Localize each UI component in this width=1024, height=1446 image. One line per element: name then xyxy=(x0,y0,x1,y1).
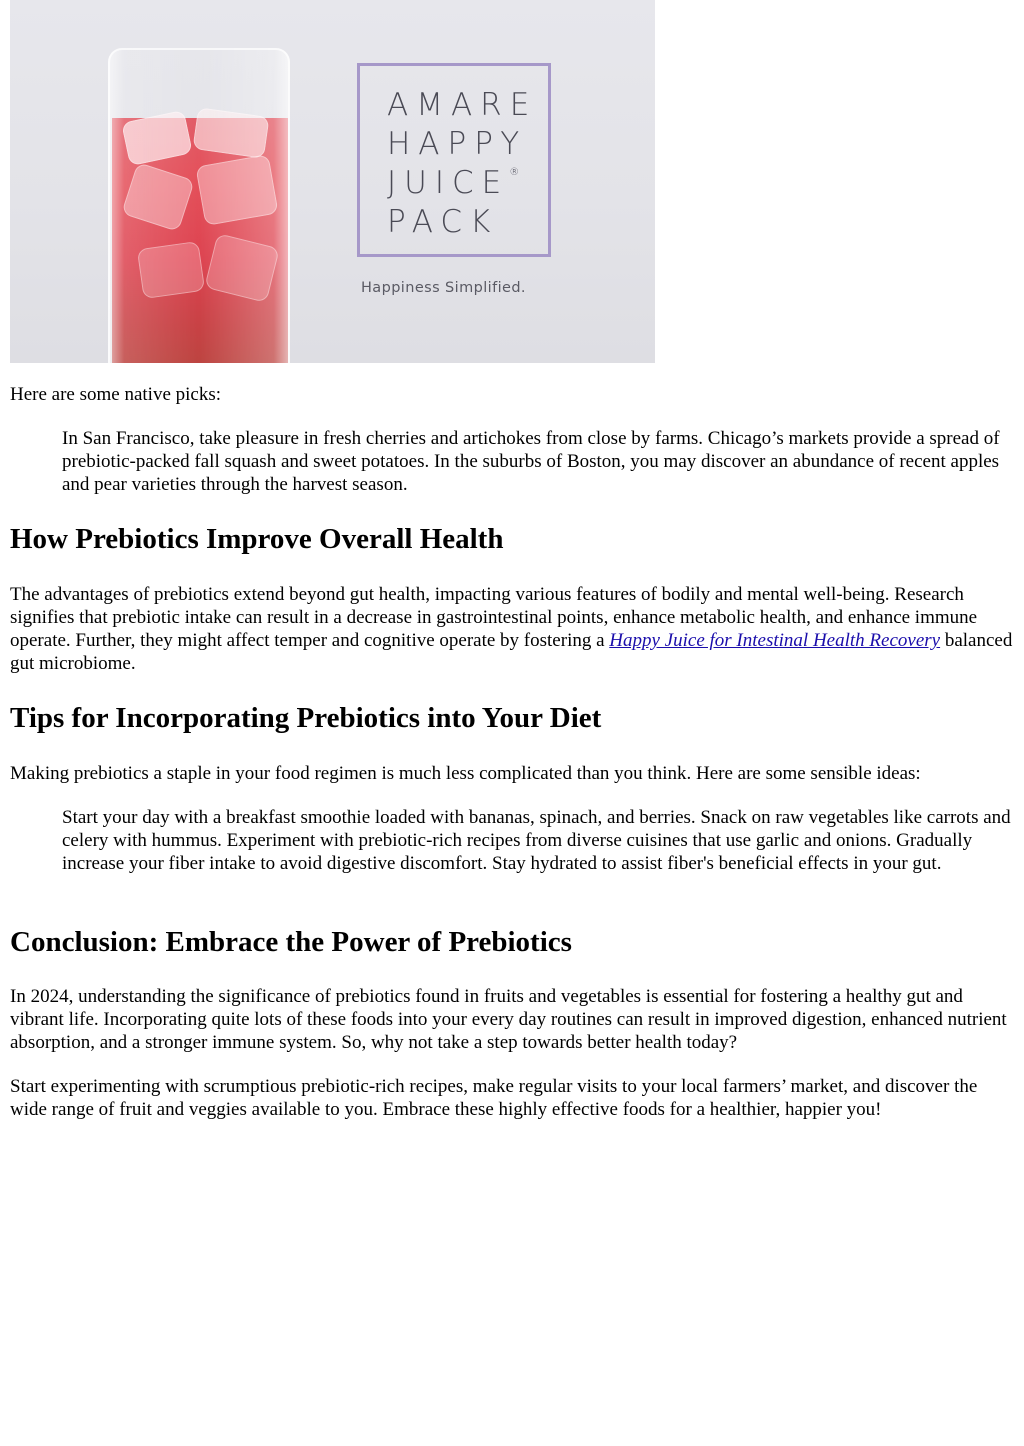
section-heading-health: How Prebiotics Improve Overall Health xyxy=(10,523,504,555)
picks-blockquote: In San Francisco, take pleasure in fresh cherries and artichokes from close by farms. Chicago’s markets provide a spread of prebiotic-packed fall squash and sweet potatoes. In the suburbs of Boston, you may discover an abundance of recent apples and pear varieties through the harvest season. xyxy=(62,428,1000,495)
brand-logo-box xyxy=(357,63,551,257)
trademark-symbol: ® xyxy=(509,167,520,178)
product-photo xyxy=(10,0,655,363)
section-heading-conclusion: Conclusion: Embrace the Power of Prebiotics xyxy=(10,926,572,958)
happy-juice-link[interactable]: Happy Juice for Intestinal Health Recovery xyxy=(609,630,941,651)
drinking-glass xyxy=(108,48,290,363)
tips-blockquote: Start your day with a breakfast smoothie loaded with bananas, spinach, and berries. Snack on raw vegetables like carrots and celery with hummus. Experiment with prebiotic-rich recipes from diverse cuisines that use garlic and onions. Gradually increase your fiber intake to avoid digestive discomfort. Stay hydrated to assist fiber's beneficial effects in your gut. xyxy=(62,807,1011,874)
conclusion-paragraph-1: In 2024, understanding the significance of prebiotics found in fruits and vegetables is essential for fostering a healthy gut and vibrant life. Incorporating quite lots of these foods into your every day routines can result in improved digestion, enhanced nutrient absorption, and a stronger immune system. So, why not take a step towards better health today? xyxy=(10,986,1007,1053)
brand-tagline: Happiness Simplified. xyxy=(361,280,526,296)
conclusion-paragraph-2: Start experimenting with scrumptious prebiotic-rich recipes, make regular visits to your local farmers’ market, and discover the wide range of fruit and veggies available to you. Embrace these highly effective foods for a healthier, happier you! xyxy=(10,1076,978,1120)
brand-line: PACK xyxy=(387,204,499,240)
health-paragraph: The advantages of prebiotics extend beyond gut health, impacting various features of bodily and mental well-being. Research signifies that prebiotic intake can result in a decrease in gastrointestinal points, enhance metabolic health, and enhance immune operate. Further, they might affect temper and cognitive operate by fostering a Happy Juice for Intestinal Health Recovery balanced gut microbiome. xyxy=(10,584,1013,674)
brand-line: JUICE® xyxy=(387,165,520,201)
brand-line: AMARE xyxy=(387,87,538,123)
brand-line: HAPPY xyxy=(387,126,528,162)
section-heading-tips: Tips for Incorporating Prebiotics into Your Diet xyxy=(10,702,602,734)
tips-paragraph: Making prebiotics a staple in your food regimen is much less complicated than you think. Here are some sensible ideas: xyxy=(10,763,921,784)
intro-paragraph: Here are some native picks: xyxy=(10,384,222,405)
